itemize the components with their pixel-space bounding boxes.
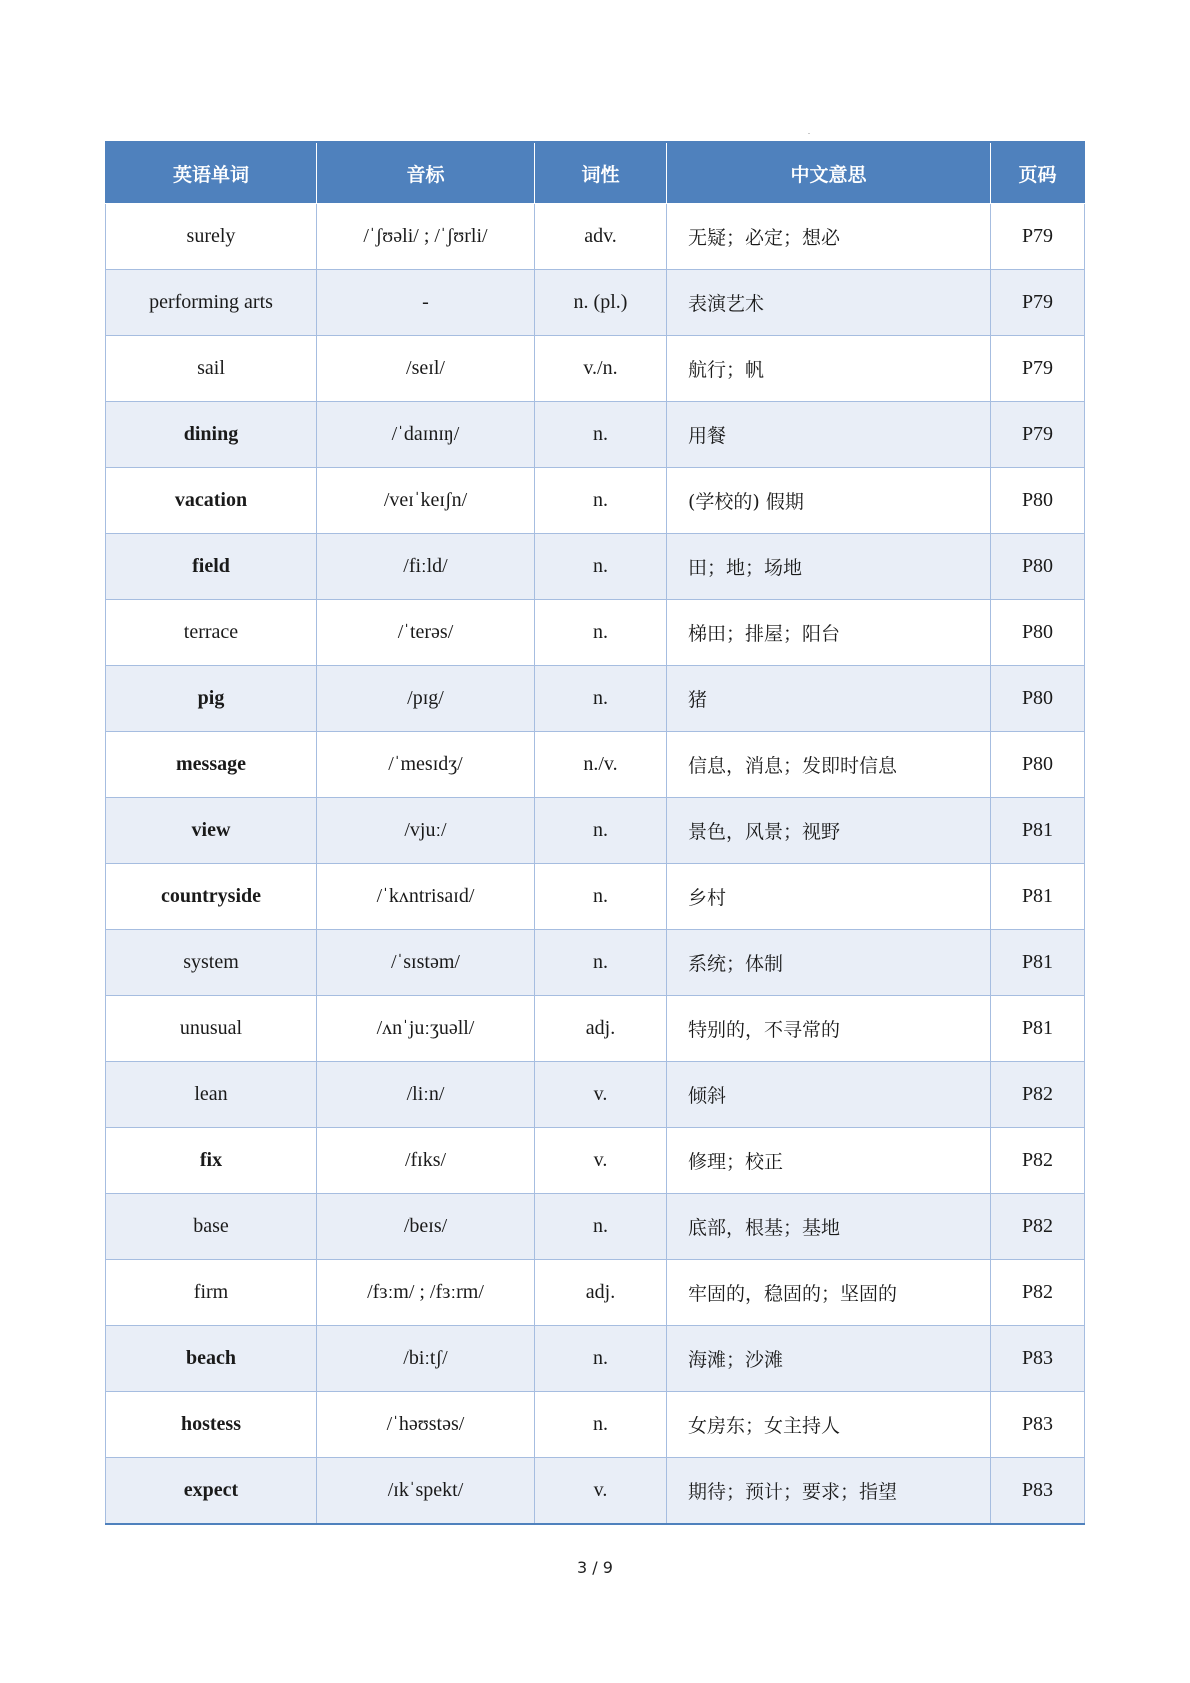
- word-cell: performing arts: [106, 270, 317, 336]
- word-cell: unusual: [106, 996, 317, 1062]
- page-number: 3 / 9: [577, 1558, 613, 1577]
- table-row: [106, 468, 1085, 534]
- word-cell: vacation: [106, 468, 317, 534]
- part-of-speech-cell: v.: [535, 1128, 667, 1194]
- word-cell: message: [106, 732, 317, 798]
- table-row: [106, 600, 1085, 666]
- phonetic-cell: /fɪks/: [317, 1128, 535, 1194]
- chinese-meaning-cell: 无疑；必定；想必: [667, 204, 991, 270]
- chinese-meaning-cell: 海滩；沙滩: [667, 1326, 991, 1392]
- word-cell: system: [106, 930, 317, 996]
- part-of-speech-cell: n.: [535, 1392, 667, 1458]
- table-row: [106, 666, 1085, 732]
- part-of-speech-cell: n. (pl.): [535, 270, 667, 336]
- part-of-speech-cell: n.: [535, 600, 667, 666]
- table-row: [106, 204, 1085, 270]
- phonetic-cell: /vjuː/: [317, 798, 535, 864]
- word-cell: field: [106, 534, 317, 600]
- part-of-speech-cell: adj.: [535, 1260, 667, 1326]
- table-row: [106, 1062, 1085, 1128]
- chinese-meaning-cell: 田；地；场地: [667, 534, 991, 600]
- page-cell: P80: [991, 600, 1085, 666]
- table-row: [106, 1458, 1085, 1525]
- phonetic-cell: /liːn/: [317, 1062, 535, 1128]
- table-row: [106, 1128, 1085, 1194]
- phonetic-cell: /ˈsɪstəm/: [317, 930, 535, 996]
- chinese-meaning-cell: 用餐: [667, 402, 991, 468]
- chinese-meaning-cell: 期待；预计；要求；指望: [667, 1458, 991, 1525]
- table-row: [106, 270, 1085, 336]
- word-cell: surely: [106, 204, 317, 270]
- table-row: [106, 864, 1085, 930]
- table-row: [106, 1392, 1085, 1458]
- phonetic-cell: /ˈkʌntrisaɪd/: [317, 864, 535, 930]
- chinese-meaning-cell: 系统；体制: [667, 930, 991, 996]
- page-cell: P80: [991, 666, 1085, 732]
- part-of-speech-cell: n.: [535, 534, 667, 600]
- header-word: 英语单词: [106, 142, 317, 204]
- table-row: [106, 798, 1085, 864]
- page-cell: P80: [991, 732, 1085, 798]
- page-cell: P81: [991, 864, 1085, 930]
- chinese-meaning-cell: 女房东；女主持人: [667, 1392, 991, 1458]
- phonetic-cell: /ʌnˈjuːʒuəll/: [317, 996, 535, 1062]
- part-of-speech-cell: n.: [535, 1326, 667, 1392]
- part-of-speech-cell: n.: [535, 1194, 667, 1260]
- phonetic-cell: -: [317, 270, 535, 336]
- chinese-meaning-cell: 猪: [667, 666, 991, 732]
- word-cell: terrace: [106, 600, 317, 666]
- chinese-meaning-cell: 牢固的，稳固的；坚固的: [667, 1260, 991, 1326]
- part-of-speech-cell: n.: [535, 798, 667, 864]
- phonetic-cell: /ˈmesɪdʒ/: [317, 732, 535, 798]
- page-cell: P82: [991, 1194, 1085, 1260]
- part-of-speech-cell: adv.: [535, 204, 667, 270]
- page-cell: P83: [991, 1326, 1085, 1392]
- phonetic-cell: /fɜːm/ ; /fɜːrm/: [317, 1260, 535, 1326]
- phonetic-cell: /veɪˈkeɪʃn/: [317, 468, 535, 534]
- header-chinese-meaning: 中文意思: [667, 142, 991, 204]
- page-cell: P79: [991, 336, 1085, 402]
- part-of-speech-cell: n.: [535, 864, 667, 930]
- word-cell: pig: [106, 666, 317, 732]
- word-cell: expect: [106, 1458, 317, 1525]
- word-cell: hostess: [106, 1392, 317, 1458]
- chinese-meaning-cell: 航行；帆: [667, 336, 991, 402]
- table-row: [106, 402, 1085, 468]
- page-cell: P81: [991, 930, 1085, 996]
- table-row: [106, 930, 1085, 996]
- word-cell: fix: [106, 1128, 317, 1194]
- chinese-meaning-cell: 倾斜: [667, 1062, 991, 1128]
- table-row: [106, 1194, 1085, 1260]
- table-header-row: [106, 142, 1085, 204]
- part-of-speech-cell: n.: [535, 402, 667, 468]
- chinese-meaning-cell: 表演艺术: [667, 270, 991, 336]
- word-cell: countryside: [106, 864, 317, 930]
- word-cell: lean: [106, 1062, 317, 1128]
- chinese-meaning-cell: 信息，消息；发即时信息: [667, 732, 991, 798]
- vocabulary-table: [105, 141, 1085, 1525]
- phonetic-cell: /seɪl/: [317, 336, 535, 402]
- page-cell: P83: [991, 1392, 1085, 1458]
- page-cell: P82: [991, 1062, 1085, 1128]
- word-cell: beach: [106, 1326, 317, 1392]
- page-cell: P83: [991, 1458, 1085, 1525]
- phonetic-cell: /ˈterəs/: [317, 600, 535, 666]
- header-part-of-speech: 词性: [535, 142, 667, 204]
- part-of-speech-cell: n.: [535, 468, 667, 534]
- phonetic-cell: /pɪg/: [317, 666, 535, 732]
- page-cell: P80: [991, 534, 1085, 600]
- part-of-speech-cell: v./n.: [535, 336, 667, 402]
- word-cell: base: [106, 1194, 317, 1260]
- page-cell: P79: [991, 402, 1085, 468]
- page-cell: P81: [991, 996, 1085, 1062]
- table-row: [106, 1326, 1085, 1392]
- word-cell: sail: [106, 336, 317, 402]
- chinese-meaning-cell: 特别的，不寻常的: [667, 996, 991, 1062]
- phonetic-cell: /ˈʃʊəli/ ; /ˈʃʊrli/: [317, 204, 535, 270]
- header-page: 页码: [991, 142, 1085, 204]
- phonetic-cell: /beɪs/: [317, 1194, 535, 1260]
- page-cell: P81: [991, 798, 1085, 864]
- page-cell: P82: [991, 1128, 1085, 1194]
- table-body: [106, 204, 1085, 1525]
- word-cell: dining: [106, 402, 317, 468]
- page-cell: P79: [991, 270, 1085, 336]
- part-of-speech-cell: n.: [535, 666, 667, 732]
- word-cell: firm: [106, 1260, 317, 1326]
- chinese-meaning-cell: (学校的) 假期: [667, 468, 991, 534]
- word-cell: view: [106, 798, 317, 864]
- chinese-meaning-cell: 乡村: [667, 864, 991, 930]
- table-row: [106, 1260, 1085, 1326]
- part-of-speech-cell: n.: [535, 930, 667, 996]
- table-row: [106, 732, 1085, 798]
- chinese-meaning-cell: 梯田；排屋；阳台: [667, 600, 991, 666]
- page-cell: P80: [991, 468, 1085, 534]
- phonetic-cell: /ɪkˈspekt/: [317, 1458, 535, 1525]
- part-of-speech-cell: adj.: [535, 996, 667, 1062]
- stray-dot: .: [808, 127, 810, 136]
- phonetic-cell: /ˈhəʊstəs/: [317, 1392, 535, 1458]
- header-phonetic: 音标: [317, 142, 535, 204]
- phonetic-cell: /ˈdaɪnɪŋ/: [317, 402, 535, 468]
- part-of-speech-cell: v.: [535, 1458, 667, 1525]
- table-row: [106, 996, 1085, 1062]
- table-row: [106, 534, 1085, 600]
- phonetic-cell: /biːtʃ/: [317, 1326, 535, 1392]
- chinese-meaning-cell: 景色，风景；视野: [667, 798, 991, 864]
- page-cell: P82: [991, 1260, 1085, 1326]
- phonetic-cell: /fiːld/: [317, 534, 535, 600]
- chinese-meaning-cell: 修理；校正: [667, 1128, 991, 1194]
- table-row: [106, 336, 1085, 402]
- chinese-meaning-cell: 底部，根基；基地: [667, 1194, 991, 1260]
- part-of-speech-cell: v.: [535, 1062, 667, 1128]
- page-cell: P79: [991, 204, 1085, 270]
- part-of-speech-cell: n./v.: [535, 732, 667, 798]
